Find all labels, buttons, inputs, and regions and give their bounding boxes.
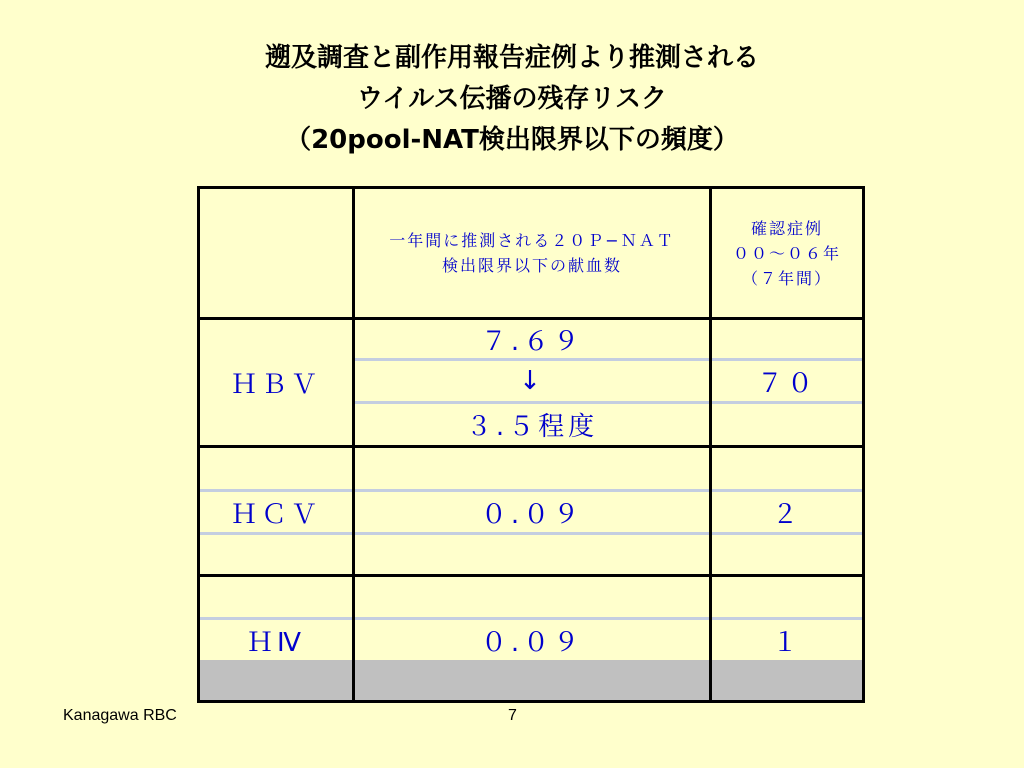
virus-label-hbv: ＨＢＶ: [230, 370, 321, 400]
page-number: 7: [508, 707, 517, 724]
title-line-2: ウイルス伝播の残存リスク: [357, 84, 667, 114]
hiv-cases: １: [771, 627, 802, 658]
row-divider: [200, 574, 862, 577]
header-estimate: [355, 189, 709, 317]
title-line-3: （20pool-NAT検出限界以下の頻度）: [285, 125, 739, 155]
residual-risk-table: [197, 186, 865, 703]
header-estimate-line-2: 検出限界以下の献血数: [441, 256, 622, 275]
title-line-1: 遡及調査と副作用報告症例より推測される: [264, 43, 759, 73]
header-cases-line-3: （７年間）: [741, 268, 832, 288]
hiv-estimate-value: ０.０９: [480, 627, 584, 658]
shaded-footer-row: [200, 660, 862, 700]
hcv-cases: ２: [771, 499, 802, 530]
hcv-estimate-value: ０.０９: [480, 499, 584, 530]
footer-organization: Kanagawa RBC: [63, 707, 177, 724]
header-estimate-line-1: 一年間に推測される２０Ｐ−ＮＡＴ: [389, 231, 675, 250]
down-arrow-icon: ↓: [519, 366, 545, 396]
slide-title: [0, 38, 1024, 161]
hbv-estimate-value: ７.６９: [480, 326, 584, 357]
virus-label-hcv: ＨＣＶ: [230, 499, 321, 530]
subrow-divider: [200, 532, 862, 535]
header-cases: [712, 189, 862, 317]
header-cases-line-1: 確認症例: [750, 218, 823, 238]
hbv-cases: ７０: [756, 368, 817, 399]
row-divider: [200, 445, 862, 448]
header-cases-line-2: ００～０６年: [732, 243, 841, 263]
hbv-estimate-range: ３.５程度: [465, 412, 599, 442]
virus-label-hiv: ＨⅣ: [247, 627, 305, 658]
